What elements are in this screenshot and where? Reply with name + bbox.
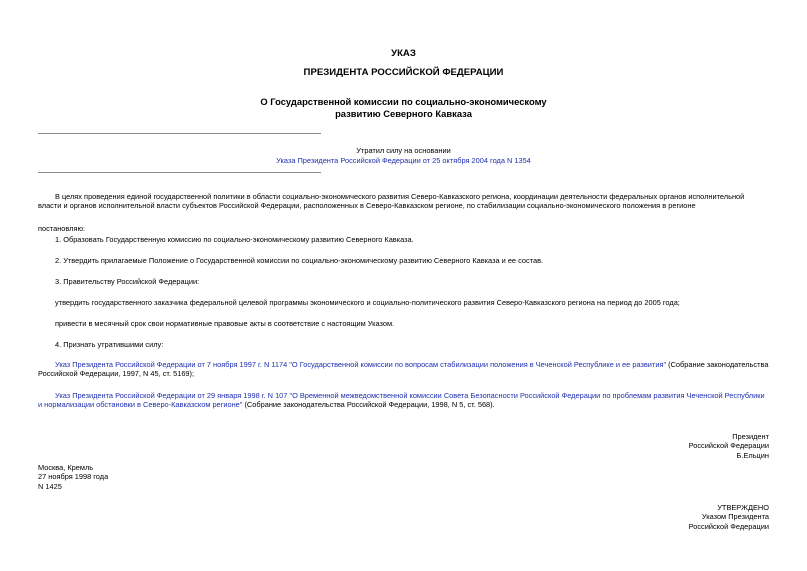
status-note: Утратил силу на основании [356, 146, 451, 155]
doc-subject-line-2: развитию Северного Кавказа [335, 108, 472, 120]
signature-title: Президент [732, 432, 769, 441]
repeal-item-2 [38, 391, 769, 410]
doc-title: УКАЗ [391, 48, 416, 59]
top-divider [38, 133, 321, 134]
doc-issuer: ПРЕЗИДЕНТА РОССИЙСКОЙ ФЕДЕРАЦИИ [303, 67, 504, 78]
repeal-1-source: (Собрание законодательства Российской Федерации, 1997, N 45, ст. 5169); [38, 360, 769, 379]
preamble-paragraph: В целях проведения единой государственной политики в области социально-экономического развития Северо-Кавказского региона, координации деятельности федеральных органов исполнительной власти и органов исполнительной власти субъектов Российской Федерации, расположенных в Северо-Кавказском регионе, по стабилизации социально-экономического положения в регионе [38, 192, 745, 211]
item-1: 1. Образовать Государственную комиссию по социально-экономическому развитию Северного Кавказа. [55, 235, 414, 244]
decree-number: N 1425 [38, 481, 62, 491]
doc-subject [0, 96, 807, 120]
repeal-2-link[interactable]: Указ Президента Российской Федерации от 29 января 1998 г. N 107 "О Временной межведомственной комиссии Совета Безопасности Российской Федерации по проблемам развития Чеченской Республики и нормализации обстановки в Северо-Кавказском регионе" [38, 391, 765, 410]
status-link[interactable]: Указа Президента Российской Федерации от 25 октября 2004 года N 1354 [276, 156, 531, 165]
signing-place: Москва, Кремль [38, 463, 94, 472]
item-3a: утвердить государственного заказчика федеральной целевой программы экономического и социально-политического развития Северо-Кавказского региона на период до 2005 года; [55, 298, 680, 307]
resolve-text: постановляю: [38, 224, 86, 233]
doc-subject-line-1: О Государственной комиссии по социально-экономическому [260, 96, 547, 107]
item-4: 4. Признать утратившими силу: [55, 340, 164, 349]
repeal-1-link[interactable]: Указ Президента Российской Федерации от 7 ноября 1997 г. N 1174 "О Государственной комиссии по вопросам стабилизации положения в Чеченской Республике и ее развития" [55, 360, 667, 369]
approved-title: УТВЕРЖДЕНО [717, 503, 769, 512]
approved-by: Указом Президента [701, 512, 769, 522]
item-3: 3. Правительству Российской Федерации: [55, 277, 200, 286]
approved-block [500, 503, 769, 531]
item-2: 2. Утвердить прилагаемые Положение о Государственной комиссии по социально-экономическому развитию Северного Кавказа и ее состав. [55, 256, 544, 265]
bottom-divider [38, 172, 321, 173]
item-3b: привести в месячный срок свои нормативные правовые акты в соответствие с настоящим Указом. [55, 319, 395, 328]
signing-date: 27 ноября 1998 года [38, 472, 109, 482]
repeal-item-1 [38, 360, 769, 379]
approved-country: Российской Федерации [688, 521, 769, 531]
place-date-block [38, 463, 238, 491]
signature-name: Б.Ельцин [736, 450, 769, 460]
signature-block [500, 432, 769, 460]
repeal-2-source: (Собрание законодательства Российской Федерации, 1998, N 5, ст. 568). [242, 400, 495, 410]
signature-country: Российской Федерации [688, 441, 769, 451]
